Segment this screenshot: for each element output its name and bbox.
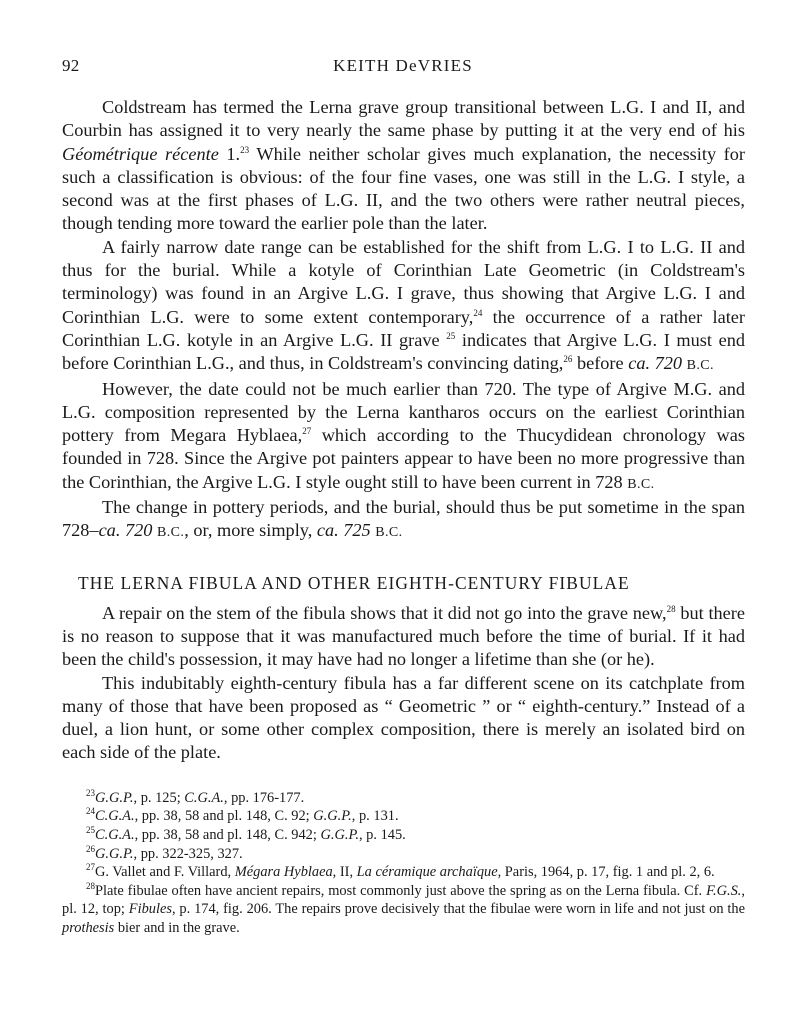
paragraph-5: A repair on the stem of the fibula shows that it did not go into the grave new,$^{28}$ but there is no reason to suppose that it was manufactured much before the time of burial. If it had been the child's possession, it may have had no longer a lifetime than she (or he).	[62, 602, 745, 670]
footnote-ref-27[interactable]: 27	[302, 426, 312, 437]
footnote-ref-23[interactable]: 23	[240, 144, 250, 155]
footnote-ref-28[interactable]: 28	[666, 603, 676, 614]
page-number: 92	[62, 56, 80, 75]
paragraph-2: A fairly narrow date range can be established for the shift from L.G. I to L.G. II and thus for the burial. While a kotyle of Corinthian Late Geometric (in Coldstream's terminology) was found in an Argive L.G. I grave, thus showing that Argive L.G. I and Corinthian L.G. were to some extent contemporary,$^{24}$ the occurrence of a rather later Corinthian L.G. kotyle in an Argive L.G. II grave $^{25}$ indicates that Argive L.G. I must end before Corinthian L.G., and thus, in Coldstream's convincing dating,$^{26}$ before ca. 720 B.C.	[62, 236, 745, 374]
paragraph-3: However, the date could not be much earlier than 720. The type of Argive M.G. and L.G. composition represented by the Lerna kantharos occurs on the earliest Corinthian pottery from Megara Hyblaea,$^{27}$ which according to the Thucydidean chronology was founded in 728. Since the Argive pot painters appear to have been no more progressive than the Corinthian, the Argive L.G. I style ought still to have been current in 728 B.C.	[62, 378, 745, 492]
page-header	[62, 56, 744, 80]
footnote-26: $^{26}$G.G.P., pp. 322-325, 327.	[86, 843, 243, 862]
footnote-23: $^{23}$G.G.P., p. 125; C.G.A., pp. 176-177.	[86, 787, 305, 806]
footnote-25: $^{25}$C.G.A., pp. 38, 58 and pl. 148, C. 942; G.G.P., p. 145.	[86, 824, 406, 843]
footnote-28: $^{28}$Plate fibulae often have ancient repairs, most commonly just above the spring as on the Lerna fibula. Cf. F.G.S., pl. 12, top; Fibules, p. 174, fig. 206. The repairs prove decisively that the fibulae were worn in life and not just on the prothesis bier and in the grave.	[62, 880, 745, 936]
footnote-ref-26[interactable]: 26	[563, 354, 573, 365]
page-body	[62, 96, 745, 937]
paragraph-6: This indubitably eighth-century fibula has a far different scene on its catchplate from many of those that have been proposed as “ Geometric ” or “ eighth-century.” Instead of a duel, a lion hunt, or some other complex composition, there is merely an isolated bird on each side of the plate.	[62, 672, 745, 763]
section-heading: THE LERNA FIBULA AND OTHER EIGHTH-CENTURY FIBULAE	[78, 572, 630, 593]
footnotes	[62, 789, 745, 938]
paragraph-1: Coldstream has termed the Lerna grave group transitional between L.G. I and II, and Courbin has assigned it to very nearly the same phase by putting it at the very end of his Géométrique récente 1.23 While neither scholar gives much explanation, the necessity for such a classification is obvious: of the four fine vases, one was still in the L.G. I style, a second was at the first phases of L.G. II, and the two others were rather neutral pieces, though tending more toward the earlier pole than the later.	[62, 97, 745, 234]
footnote-ref-24[interactable]: 24	[473, 307, 483, 318]
running-head: KEITH DeVRIES	[333, 56, 473, 75]
paragraph-4: The change in pottery periods, and the burial, should thus be put sometime in the span 728–ca. 720 B.C., or, more simply, ca. 725 B.C.	[62, 497, 745, 541]
footnote-ref-25[interactable]: 25	[446, 330, 456, 341]
footnote-27: $^{27}$G. Vallet and F. Villard, Mégara Hyblaea, II, La céramique archaïque, Paris, 1964, p. 17, fig. 1 and pl. 2, 6.	[86, 862, 715, 881]
footnote-24: $^{24}$C.G.A., pp. 38, 58 and pl. 148, C. 92; G.G.P., p. 131.	[86, 806, 399, 825]
